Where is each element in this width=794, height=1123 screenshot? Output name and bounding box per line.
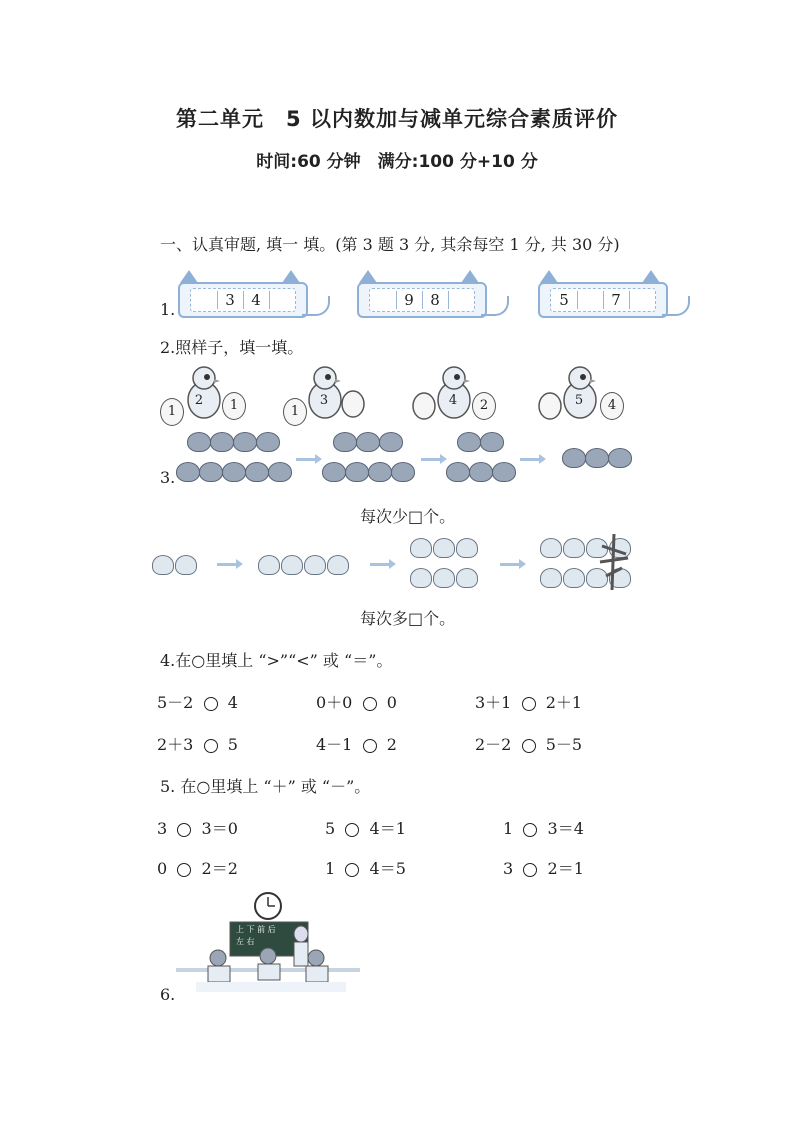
cat-box-cell (448, 289, 474, 311)
expr-left: 1 (325, 859, 336, 878)
operator-item (325, 816, 406, 839)
q3-caption-more: 每次多□个。 (360, 609, 456, 628)
answer-circle[interactable] (177, 823, 191, 837)
cat-box-cell (577, 289, 603, 311)
q1-number: 1. (160, 300, 176, 319)
q4-label: 4.在○里填上 “>”“<” 或 “＝”。 (160, 651, 393, 670)
cat-box-cell (629, 289, 655, 311)
chick-group-1 (160, 362, 250, 428)
board-text-line2: 左 右 (236, 937, 255, 946)
compare-item (157, 732, 238, 755)
strawberry-icon (608, 448, 632, 468)
arrow-icon (421, 458, 441, 461)
answer-circle[interactable] (345, 823, 359, 837)
cat-box-cell: 4 (251, 291, 261, 309)
expr-right: 4＝1 (369, 819, 406, 838)
board-text-line1: 上 下 前 后 (236, 925, 276, 934)
peach-icon (433, 568, 455, 588)
peach-icon (327, 555, 349, 575)
peach-icon (456, 568, 478, 588)
egg-right: 2 (472, 392, 496, 420)
q3-caption-fewer: 每次少□个。 (360, 507, 456, 526)
peach-icon (410, 568, 432, 588)
strawberry-icon (457, 432, 481, 452)
strawberry-icon (176, 462, 200, 482)
strawberry-icon (492, 462, 516, 482)
peach-icon (540, 538, 562, 558)
egg-left: 1 (160, 398, 184, 426)
peach-icon (410, 538, 432, 558)
expr-right: 5－5 (545, 735, 583, 754)
expr-right: 0 (386, 693, 397, 712)
answer-circle[interactable] (204, 739, 218, 753)
expr-left: 5－2 (157, 693, 194, 712)
strawberry-icon (391, 462, 415, 482)
expr-left: 4－1 (316, 735, 353, 754)
peach-icon (304, 555, 326, 575)
compare-item (316, 732, 397, 755)
strawberry-icon (469, 462, 493, 482)
expr-right: 2＋1 (545, 693, 583, 712)
strawberry-icon (256, 432, 280, 452)
answer-circle[interactable] (363, 697, 377, 711)
cat-box-1 (178, 270, 328, 320)
expr-left: 3 (503, 859, 514, 878)
classroom-illustration (176, 890, 360, 1000)
operator-item (157, 816, 238, 839)
expr-left: 3＋1 (475, 693, 512, 712)
answer-circle[interactable] (522, 739, 536, 753)
strawberry-icon (333, 432, 357, 452)
strawberry-icon (199, 462, 223, 482)
answer-circle[interactable] (204, 697, 218, 711)
egg-center: 2 (194, 393, 204, 408)
cat-box-cell: 3 (225, 291, 235, 309)
strawberry-icon (233, 432, 257, 452)
egg-center: 3 (319, 393, 329, 408)
answer-circle[interactable] (345, 863, 359, 877)
strawberry-icon (446, 462, 470, 482)
q5-label: 5. 在○里填上 “＋” 或 “－”。 (160, 777, 371, 796)
cat-box-cell (370, 289, 396, 311)
arrow-icon (217, 563, 237, 566)
chick-group-3 (410, 362, 500, 428)
peach-icon (433, 538, 455, 558)
peach-icon (563, 568, 585, 588)
strawberry-icon (562, 448, 586, 468)
strawberry-icon (187, 432, 211, 452)
compare-item (157, 690, 238, 713)
operator-item (503, 816, 584, 839)
cat-box-cell (191, 289, 217, 311)
operator-item (157, 856, 238, 879)
strawberry-icon (480, 432, 504, 452)
cat-box-3 (538, 270, 688, 320)
expr-left: 3 (157, 819, 168, 838)
expr-right: 3＝4 (547, 819, 584, 838)
expr-left: 2＋3 (157, 735, 194, 754)
compare-item (316, 690, 397, 713)
answer-circle[interactable] (177, 863, 191, 877)
expr-right: 2 (386, 735, 397, 754)
strawberry-icon (322, 462, 346, 482)
peach-icon (281, 555, 303, 575)
arrow-icon (500, 563, 520, 566)
peach-icon (563, 538, 585, 558)
q6-number: 6. (160, 985, 176, 1004)
arrow-icon (296, 458, 316, 461)
page-subtitle: 时间:60 分钟 满分:100 分+10 分 (256, 152, 538, 172)
compare-item (475, 732, 582, 755)
compare-item (475, 690, 582, 713)
peach-icon (258, 555, 280, 575)
page-title: 第二单元 5 以内数加与减单元综合素质评价 (176, 107, 618, 131)
answer-circle[interactable] (522, 697, 536, 711)
branch-icon (592, 532, 636, 592)
egg-right: 4 (600, 392, 624, 420)
strawberry-icon (356, 432, 380, 452)
chick-group-2 (283, 362, 373, 428)
strawberry-icon (368, 462, 392, 482)
strawberry-icon (379, 432, 403, 452)
cat-box-cell: 5 (559, 291, 569, 309)
arrow-icon (370, 563, 390, 566)
expr-left: 0 (157, 859, 168, 878)
strawberry-icon (585, 448, 609, 468)
peach-icon (540, 568, 562, 588)
arrow-icon (520, 458, 540, 461)
chick-group-4 (536, 362, 626, 428)
peach-icon (175, 555, 197, 575)
egg-center: 4 (448, 393, 458, 408)
egg-right: 1 (222, 392, 246, 420)
peach-icon (456, 538, 478, 558)
cat-box-cell: 9 (404, 291, 414, 309)
expr-right: 2＝2 (201, 859, 238, 878)
strawberry-icon (210, 432, 234, 452)
peach-icon (152, 555, 174, 575)
answer-circle[interactable] (523, 823, 537, 837)
expr-right: 4 (227, 693, 238, 712)
strawberry-icon (222, 462, 246, 482)
expr-right: 5 (227, 735, 238, 754)
expr-right: 3＝0 (201, 819, 238, 838)
cat-box-cell: 8 (430, 291, 440, 309)
expr-left: 5 (325, 819, 336, 838)
expr-left: 1 (503, 819, 514, 838)
cat-box-cell: 7 (611, 291, 621, 309)
egg-left: 1 (283, 398, 307, 426)
answer-circle[interactable] (523, 863, 537, 877)
operator-item (503, 856, 584, 879)
strawberry-icon (268, 462, 292, 482)
expr-left: 0＋0 (316, 693, 353, 712)
operator-item (325, 856, 406, 879)
answer-circle[interactable] (363, 739, 377, 753)
cat-box-cell (269, 289, 295, 311)
expr-right: 2＝1 (547, 859, 584, 878)
q3-number: 3. (160, 468, 176, 487)
egg-center: 5 (574, 393, 584, 408)
cat-box-2 (357, 270, 507, 320)
strawberry-icon (245, 462, 269, 482)
expr-right: 4＝5 (369, 859, 406, 878)
expr-left: 2－2 (475, 735, 512, 754)
q2-label: 2.照样子，填一填。 (160, 338, 304, 357)
strawberry-icon (345, 462, 369, 482)
section-heading: 一、认真审题, 填一 填。(第 3 题 3 分, 其余每空 1 分, 共 30 分) (160, 235, 620, 254)
